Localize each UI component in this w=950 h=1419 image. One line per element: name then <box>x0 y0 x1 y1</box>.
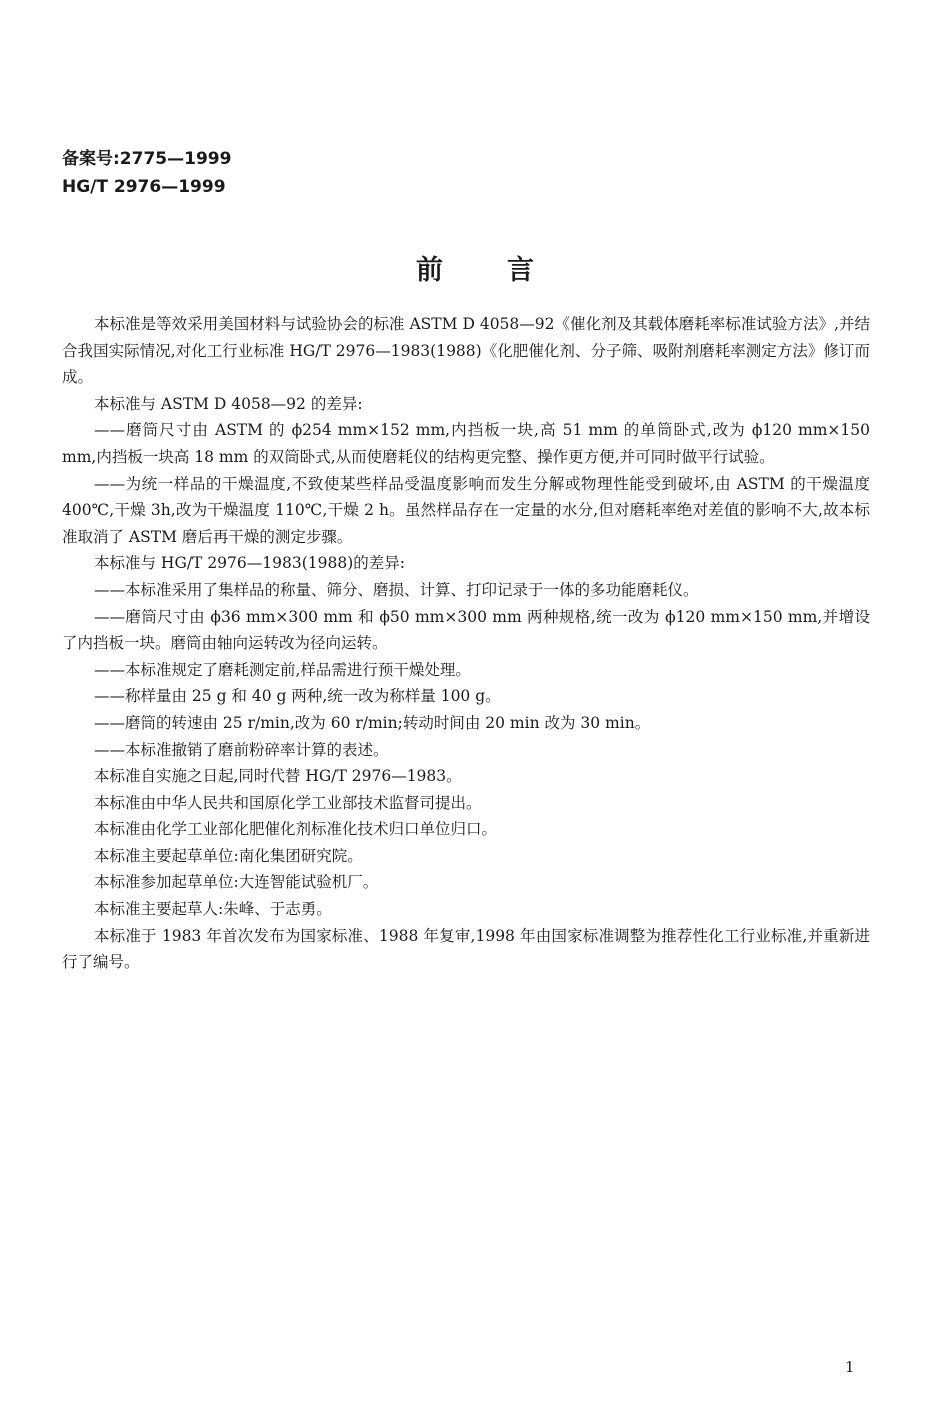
paragraph: ——称样量由 25 g 和 40 g 两种,统一改为称样量 100 g。 <box>94 687 501 706</box>
paragraph: ——为统一样品的干燥温度,不致使某些样品受温度影响而发生分解或物理性能受到破坏,由 ASTM 的干燥温度 400℃,干燥 3h,改为干燥温度 110℃,干燥 2 h。虽然样品存在一定量的水分,但对磨耗率绝对差值的影响不大,故本标准取消了 ASTM 磨后再干燥的测定步骤。 <box>62 474 870 546</box>
paragraph: 本标准参加起草单位:大连智能试验机厂。 <box>94 873 379 892</box>
paragraph: ——磨筒尺寸由 ASTM 的 ϕ254 mm×152 mm,内挡板一块,高 51 mm 的单筒卧式,改为 ϕ120 mm×150 mm,内挡板一块高 18 mm 的双筒卧式,从而使磨耗仪的结构更完整、操作更方便,并可同时做平行试验。 <box>62 421 870 466</box>
paragraph: 本标准自实施之日起,同时代替 HG/T 2976—1983。 <box>94 767 462 786</box>
page-number: 1 <box>845 1358 855 1376</box>
paragraph: 本标准与 ASTM D 4058—92 的差异: <box>94 394 363 413</box>
page-title: 前言 <box>416 255 598 286</box>
paragraph: 本标准由化学工业部化肥催化剂标准化技术归口单位归口。 <box>94 820 498 839</box>
paragraph: 本标准是等效采用美国材料与试验协会的标准 ASTM D 4058—92《催化剂及其载体磨耗率标准试验方法》,并结合我国实际情况,对化工行业标准 HG/T 2976—1983(1988)《化肥催化剂、分子筛、吸附剂磨耗率测定方法》修订而成。 <box>62 315 870 387</box>
document-header <box>62 145 231 201</box>
paragraph: 本标准主要起草单位:南化集团研究院。 <box>94 846 363 865</box>
paragraph: ——磨筒尺寸由 ϕ36 mm×300 mm 和 ϕ50 mm×300 mm 两种规格,统一改为 ϕ120 mm×150 mm,并增设了内挡板一块。磨筒由轴向运转改为径向运转。 <box>62 607 870 653</box>
paragraph: ——本标准规定了磨耗测定前,样品需进行预干燥处理。 <box>94 660 471 679</box>
foreword-body <box>62 311 870 976</box>
paragraph: ——磨筒的转速由 25 r/min,改为 60 r/min;转动时间由 20 min 改为 30 min。 <box>94 713 651 732</box>
paragraph: 本标准与 HG/T 2976—1983(1988)的差异: <box>94 554 405 573</box>
paragraph: 本标准主要起草人:朱峰、于志勇。 <box>94 900 332 919</box>
paragraph: 本标准于 1983 年首次发布为国家标准、1988 年复审,1998 年由国家标准调整为推荐性化工行业标准,并重新进行了编号。 <box>62 926 870 972</box>
standard-number: HG/T 2976—1999 <box>62 177 226 197</box>
paragraph: ——本标准采用了集样品的称量、筛分、磨损、计算、打印记录于一体的多功能磨耗仪。 <box>94 580 699 599</box>
paragraph: ——本标准撤销了磨前粉碎率计算的表述。 <box>94 740 389 759</box>
record-number: 备案号:2775—1999 <box>62 149 232 169</box>
paragraph: 本标准由中华人民共和国原化学工业部技术监督司提出。 <box>94 793 482 812</box>
